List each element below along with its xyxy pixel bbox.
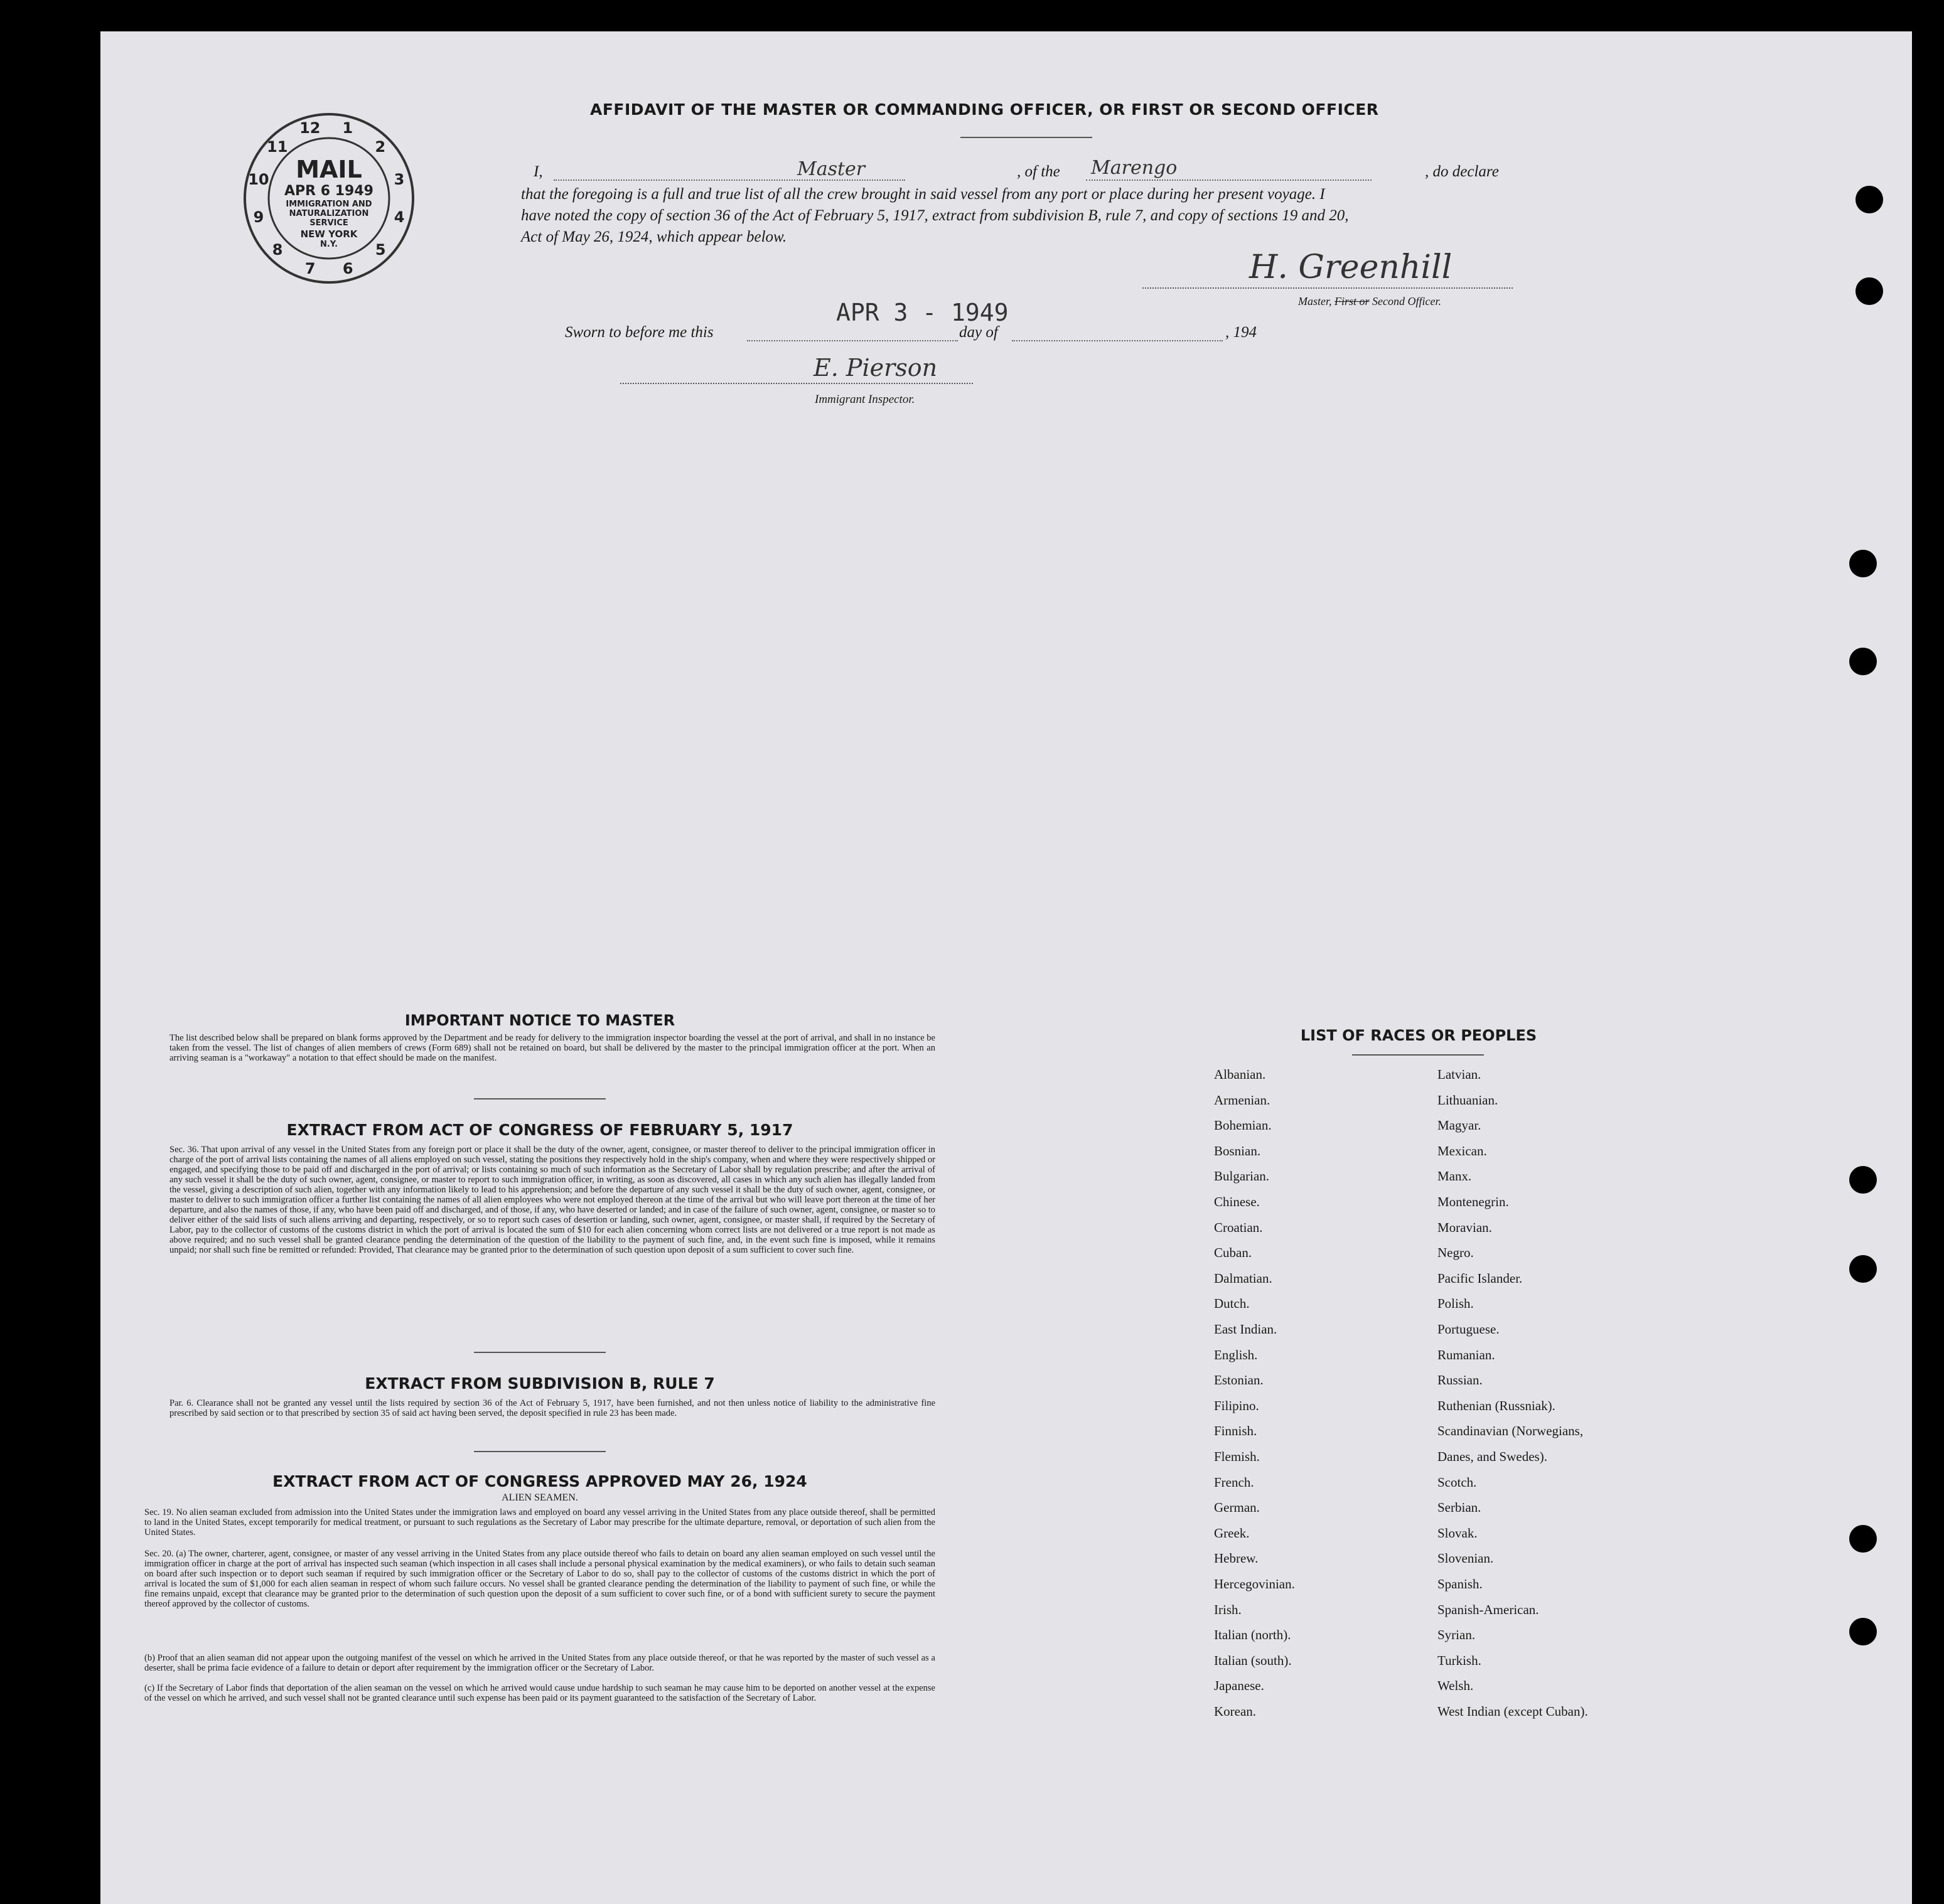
rule-7-body: Par. 6. Clearance shall not be granted any vessel until the lists required by section 36 of the Act of February 5, 1917, have been furnished, and not then unless notice of liability to the administrative fine prescribed by said section or to that prescribed by section 35 of said act having been served, the deposit specified in rule 23 has been made. xyxy=(169,1398,935,1418)
inspector-signature: E. Pierson xyxy=(814,354,938,382)
affidavit-line-1 xyxy=(521,157,1538,185)
race-item: Serbian. xyxy=(1437,1500,1481,1516)
sec-20a-body: Sec. 20. (a) The owner, charterer, agent, consignee, or master of any vessel arriving in the United States from any place outside thereof who fails to detain on board any alien seaman employed on such vessel until the immigration officer in charge at the port of arrival has inspected such seaman (which inspection in all cases shall include a personal physical examination by the medical examiners), or who fails to detain such seaman on board after such inspection or to deport such seaman if required by such immigration officer or the Secretary of Labor to do so, shall pay to the collector of customs of the customs district in which the port of arrival is located the sum of $1,000 for each alien seaman in respect of whom such failure occurs. No vessel shall be granted clearance pending the determination of the liability to payment of such fine, or while the fine remains unpaid, except that clearance may be granted prior to the determination of such question upon the deposit of a sum sufficient to cover such fine, or of a bond with sufficient surety to secure the payment thereof approved by the collector of customs. xyxy=(144,1549,935,1609)
signature-line xyxy=(1142,287,1513,289)
caption-master: Master, xyxy=(1298,295,1332,308)
race-item: Turkish. xyxy=(1437,1652,1481,1668)
race-item: Welsh. xyxy=(1437,1678,1474,1694)
binder-hole xyxy=(1849,1618,1877,1645)
master-signature: H. Greenhill xyxy=(1249,249,1453,286)
stamp-line-3: IMMIGRATION AND xyxy=(286,200,372,209)
sec-20b-body: (b) Proof that an alien seaman did not appear upon the outgoing manifest of the vessel on which he arrived in the United States from any place outside thereof, or that he was reported by the master of such vessel as a deserter, shall be prima facie evidence of a failure to detain or deport after requirement by the immigration officer or the Secretary of Labor. xyxy=(144,1653,935,1673)
race-item: Cuban. xyxy=(1214,1245,1252,1261)
race-item: Finnish. xyxy=(1214,1423,1257,1439)
rule-7-divider xyxy=(474,1451,606,1452)
races-divider xyxy=(1352,1054,1484,1056)
i-label: I, xyxy=(534,163,543,180)
stamp-line-7: N.Y. xyxy=(320,240,338,249)
race-item: Croatian. xyxy=(1214,1219,1263,1235)
binder-hole xyxy=(1849,550,1877,577)
affidavit-line-2: that the foregoing is a full and true list of all the crew brought in said vessel from any port or place during her present voyage. I xyxy=(521,186,1325,203)
stamp-ring-number: 4 xyxy=(394,208,405,226)
rule-7-title: EXTRACT FROM SUBDIVISION B, RULE 7 xyxy=(365,1374,715,1393)
race-item: Italian (south). xyxy=(1214,1652,1292,1668)
race-item: Bulgarian. xyxy=(1214,1169,1270,1184)
caption-struck: First or xyxy=(1334,295,1370,308)
stamp-ring-number: 1 xyxy=(342,119,353,137)
race-item: Latvian. xyxy=(1437,1067,1481,1082)
race-item: Irish. xyxy=(1214,1602,1242,1617)
race-item: Chinese. xyxy=(1214,1194,1260,1209)
stamp-ring-number: 3 xyxy=(394,170,405,188)
race-item: Manx. xyxy=(1437,1169,1472,1184)
name-handwritten: Master xyxy=(797,158,866,180)
immigration-mail-stamp xyxy=(241,110,417,286)
race-item: Slovenian. xyxy=(1437,1551,1494,1566)
race-item: Portuguese. xyxy=(1437,1322,1500,1337)
sworn-line xyxy=(565,297,1318,348)
stamp-ring-number: 6 xyxy=(342,260,353,277)
race-item: West Indian (except Cuban). xyxy=(1437,1704,1588,1719)
extract-1917-divider xyxy=(474,1352,606,1353)
stamp-ring-number: 5 xyxy=(375,240,386,259)
race-item: Bosnian. xyxy=(1214,1143,1261,1158)
binder-hole xyxy=(1849,1525,1877,1553)
race-item: East Indian. xyxy=(1214,1322,1277,1337)
master-caption xyxy=(1298,295,1441,308)
sec-19-body: Sec. 19. No alien seaman excluded from admission into the United States under the immigration laws and employed on board any vessel arriving in the United States from any place outside thereof, shall be permitted to land in the United States, except temporarily for medical treatment, or pursuant to such regulations as the Secretary of Labor may prescribe for the ultimate departure, removal, or deportation of such alien from the United States. xyxy=(144,1507,935,1538)
inspector-caption: Immigrant Inspector. xyxy=(815,393,915,406)
affidavit-line-4: Act of May 26, 1924, which appear below. xyxy=(521,228,787,245)
race-item: Scandinavian (Norwegians, xyxy=(1437,1423,1584,1439)
race-item: Slovak. xyxy=(1437,1525,1478,1541)
races-title: LIST OF RACES OR PEOPLES xyxy=(1300,1027,1537,1044)
race-item: Lithuanian. xyxy=(1437,1092,1498,1108)
race-item: Hebrew. xyxy=(1214,1551,1259,1566)
binder-hole xyxy=(1849,1255,1877,1283)
notice-body: The list described below shall be prepared on blank forms approved by the Department and be ready for delivery to the immigration inspector boarding the vessel at the port of arrival, and shall in no instance be taken from the vessel. The list of changes of alien members of crews (Form 689) shall not be retained on board, but shall be delivered by the master to the principal immigration officer at the port. When an arriving seaman is a "workaway" a notation to that effect should be made on the manifest. xyxy=(169,1033,935,1063)
race-item: Montenegrin. xyxy=(1437,1194,1509,1209)
race-item: Dutch. xyxy=(1214,1296,1250,1312)
race-item: Spanish. xyxy=(1437,1576,1483,1591)
affidavit-title: AFFIDAVIT OF THE MASTER OR COMMANDING OFFICER, OR FIRST OR SECOND OFFICER xyxy=(590,100,1379,119)
stamp-line-4: NATURALIZATION xyxy=(289,209,369,218)
race-item: German. xyxy=(1214,1500,1260,1516)
stamp-ring-number: 8 xyxy=(272,241,283,259)
notice-divider xyxy=(474,1098,606,1099)
race-item: Pacific Islander. xyxy=(1437,1270,1523,1286)
race-item: Japanese. xyxy=(1214,1678,1264,1694)
race-item: Rumanian. xyxy=(1437,1347,1495,1362)
day-of-label: day of xyxy=(959,324,998,341)
do-declare-label: , do declare xyxy=(1425,163,1499,180)
sec-20c-body: (c) If the Secretary of Labor finds that deportation of the alien seaman on the vessel on which he arrived would cause undue hardship to such seaman he may cause him to be deported on another vessel at the expense of the vessel on which he arrived, and such vessel shall not be granted clearance until such expense has been paid or its payment guaranteed to the satisfaction of the Secretary of Labor. xyxy=(144,1683,935,1703)
race-item: Hercegovinian. xyxy=(1214,1576,1295,1591)
race-item: Ruthenian (Russniak). xyxy=(1437,1398,1555,1413)
stamp-ring-number: 7 xyxy=(304,260,316,278)
stamp-ring-number: 2 xyxy=(375,137,386,156)
binder-hole xyxy=(1855,277,1883,305)
race-item: Scotch. xyxy=(1437,1474,1477,1490)
binder-hole xyxy=(1849,648,1877,675)
race-item: Italian (north). xyxy=(1214,1627,1291,1643)
stamp-ring-number: 10 xyxy=(248,171,269,189)
binder-hole xyxy=(1849,1166,1877,1194)
race-item: French. xyxy=(1214,1474,1254,1490)
stamp-line-2: APR 6 1949 xyxy=(284,183,373,199)
race-item: Albanian. xyxy=(1214,1067,1266,1082)
year-label: , 194 xyxy=(1225,324,1257,341)
stamp-ring-number: 11 xyxy=(267,138,288,156)
race-item: Spanish-American. xyxy=(1437,1602,1539,1617)
race-item: Mexican. xyxy=(1437,1143,1487,1158)
binder-hole xyxy=(1855,186,1883,213)
race-item: Bohemian. xyxy=(1214,1118,1272,1133)
race-item: Greek. xyxy=(1214,1525,1250,1541)
extract-1924-subtitle: ALIEN SEAMEN. xyxy=(502,1492,578,1503)
notice-title: IMPORTANT NOTICE TO MASTER xyxy=(404,1012,675,1029)
stamp-line-6: NEW YORK xyxy=(300,228,358,240)
caption-second-officer: Second Officer. xyxy=(1372,295,1441,308)
race-item: Filipino. xyxy=(1214,1398,1259,1413)
race-item: Estonian. xyxy=(1214,1372,1264,1388)
stamp-ring-number: 12 xyxy=(299,119,321,137)
race-item: Magyar. xyxy=(1437,1118,1481,1133)
race-item: Syrian. xyxy=(1437,1627,1476,1643)
race-item: Dalmatian. xyxy=(1214,1270,1272,1286)
race-item: Moravian. xyxy=(1437,1219,1492,1235)
race-item: Armenian. xyxy=(1214,1092,1270,1108)
race-item: Negro. xyxy=(1437,1245,1474,1261)
race-item: Flemish. xyxy=(1214,1449,1260,1464)
inspector-line xyxy=(620,383,973,384)
race-item: Korean. xyxy=(1214,1704,1257,1719)
affidavit-line-3: have noted the copy of section 36 of the Act of February 5, 1917, extract from subdivision B, rule 7, and copy of sections 19 and 20, xyxy=(521,207,1349,224)
race-item: English. xyxy=(1214,1347,1258,1362)
stamp-ring-number: 9 xyxy=(253,208,264,227)
stamp-line-1: MAIL xyxy=(296,156,362,183)
race-item: Danes, and Swedes). xyxy=(1437,1449,1547,1464)
title-divider xyxy=(960,137,1092,138)
sworn-label: Sworn to before me this xyxy=(565,324,714,341)
stamped-date: APR 3 - 1949 xyxy=(836,299,1009,326)
race-item: Polish. xyxy=(1437,1296,1474,1312)
of-the-label: , of the xyxy=(1017,163,1060,180)
vessel-name-handwritten: Marengo xyxy=(1091,157,1178,179)
extract-1917-body: Sec. 36. That upon arrival of any vessel in the United States from any foreign port or place it shall be the duty of the owner, agent, consignee, or master thereof to deliver to the principal immigration officer in charge of the port of arrival lists containing the names of all aliens employed on such vessel, stating the positions they respectively hold in the ship's company, when and where they were respectively shipped or engaged, and specifying those to be paid off and discharged in the port of arrival; or lists containing so much of such information as the Secretary of Labor shall by regulation prescribe; and after the arrival of any such vessel it shall be the duty of such owner, agent, consignee, or master to report to such immigration officer, in writing, as soon as discovered, all cases in which any such alien has illegally landed from the vessel, giving a description of such alien, together with any information likely to lead to his apprehension; and before the departure of any such vessel it shall be the duty of such owner, agent, consignee, or master to deliver to such immigration officer a further list containing the names of all alien employees who were not employed thereon at the time of the arrival but who will leave port thereon at the time of her departure, and also the names of those, if any, who have been paid off and discharged, and of those, if any, who have deserted or landed; and in case of the failure of such owner, agent, consignee, or master so to deliver either of the said lists of such aliens arriving and departing, respectively, or so to report such cases of desertion or landing, such owner, agent, consignee, or master shall, if required by the Secretary of Labor, pay to the collector of customs of the customs district in which the port of arrival is located the sum of $10 for each alien concerning whom correct lists are not delivered or a true report is not made as above required; and no such vessel shall be granted clearance pending the determination of the question of the liability to the payment of such fine, and, in the event such fine is imposed, while it remains unpaid; nor shall such fine be remitted or refunded: Provided, That clearance may be granted prior to the determination of such question upon deposit of a sum sufficient to cover such fine. xyxy=(169,1145,935,1255)
extract-1917-title: EXTRACT FROM ACT OF CONGRESS OF FEBRUARY 5, 1917 xyxy=(286,1121,793,1139)
stamp-line-5: SERVICE xyxy=(309,218,348,228)
race-item: Russian. xyxy=(1437,1372,1483,1388)
extract-1924-title: EXTRACT FROM ACT OF CONGRESS APPROVED MAY 26, 1924 xyxy=(272,1472,807,1490)
